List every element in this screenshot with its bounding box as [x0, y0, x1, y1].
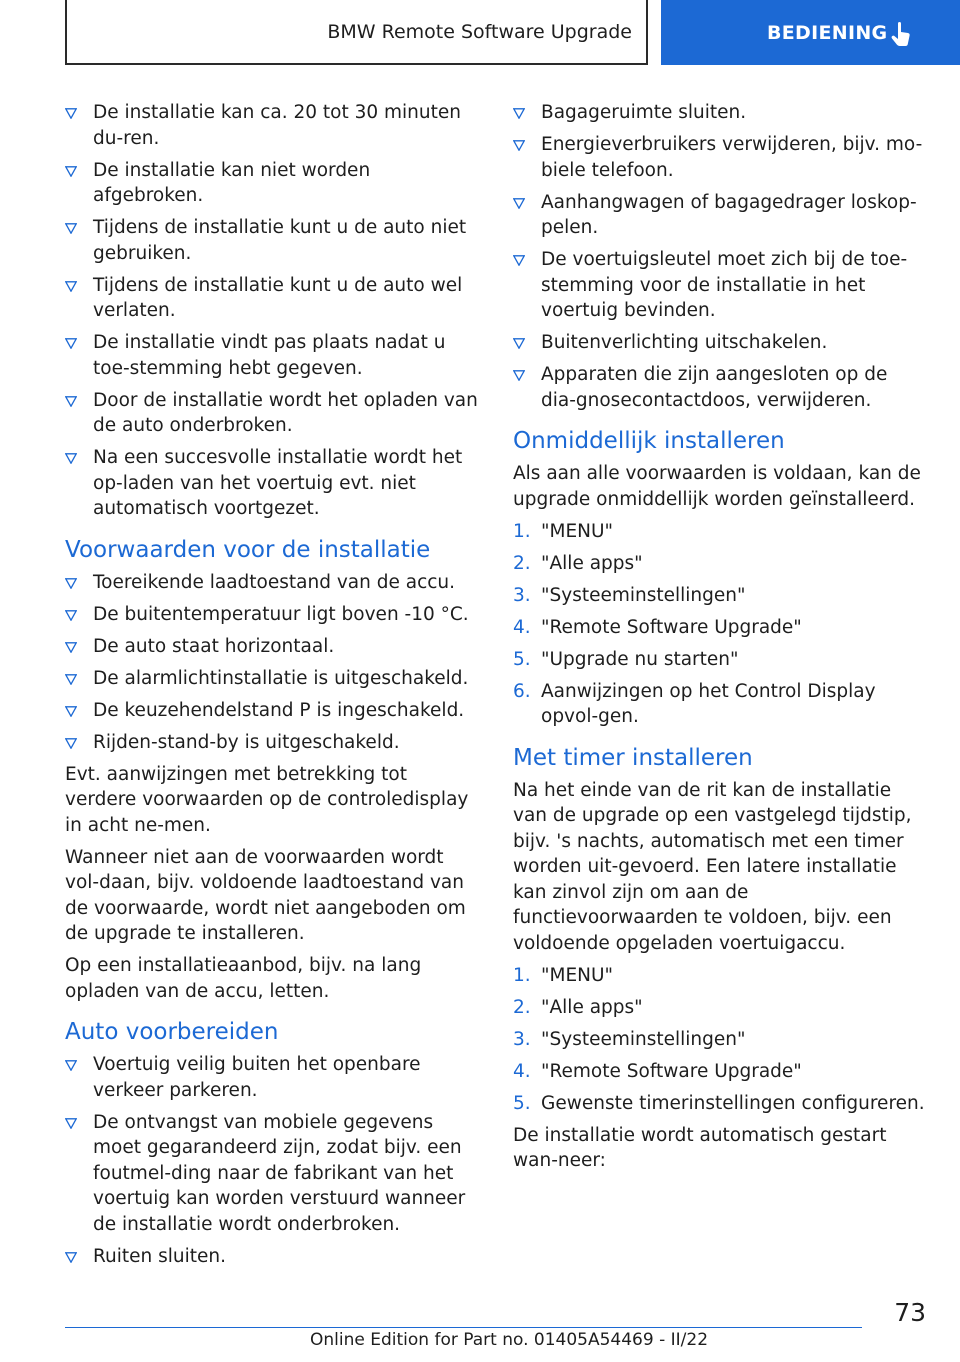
triangle-bullet-icon — [65, 738, 77, 749]
triangle-bullet-icon — [65, 1118, 77, 1129]
triangle-bullet-icon — [65, 1252, 77, 1263]
list-item: Tijdens de installatie kunt u de auto wel verlaten. — [65, 273, 480, 324]
step-number: 5. — [513, 648, 531, 670]
header-title: BMW Remote Software Upgrade — [327, 20, 632, 43]
list-item: Buitenverlichting uitschakelen. — [513, 330, 925, 356]
section-heading: Auto voorbereiden — [65, 1019, 279, 1045]
step-number: 6. — [513, 680, 531, 702]
step-item: 4. "Remote Software Upgrade" — [513, 1059, 925, 1085]
hand-pointer-icon — [891, 22, 911, 46]
paragraph: Op een installatieaanbod, bijv. na lang opladen van de accu, letten. — [65, 955, 422, 1002]
list-item: De keuzehendelstand P is ingeschakeld. — [65, 698, 480, 724]
installation-notes-list — [65, 100, 480, 522]
step-item: 3. "Systeeminstellingen" — [513, 1027, 925, 1053]
section-heading: Voorwaarden voor de installatie — [65, 536, 431, 563]
paragraph: Wanneer niet aan de voorwaarden wordt vol-daan, bijv. voldoende laadtoestand van de voorwaarde, wordt niet aangeboden om de upgrade te installeren. — [65, 846, 466, 944]
list-item: De buitentemperatuur ligt boven -10 °C. — [65, 602, 480, 628]
triangle-bullet-icon — [65, 396, 77, 407]
triangle-bullet-icon — [65, 642, 77, 653]
left-column — [65, 100, 480, 1276]
triangle-bullet-icon — [65, 108, 77, 119]
triangle-bullet-icon — [65, 674, 77, 685]
triangle-bullet-icon — [65, 223, 77, 234]
right-column — [513, 100, 925, 1180]
step-number: 3. — [513, 584, 531, 606]
triangle-bullet-icon — [65, 610, 77, 621]
footer-divider — [65, 1327, 862, 1328]
list-item: De auto staat horizontaal. — [65, 634, 480, 660]
header-section-label: BEDIENING — [767, 21, 888, 44]
section-heading: Met timer installeren — [513, 744, 753, 771]
triangle-bullet-icon — [513, 108, 525, 119]
preparation-list — [65, 1052, 480, 1269]
triangle-bullet-icon — [513, 198, 525, 209]
step-number: 2. — [513, 996, 531, 1018]
preparation-list-continued — [513, 100, 925, 413]
step-item: 6. Aanwijzingen op het Control Display opvol-gen. — [513, 680, 876, 727]
step-item: 2. "Alle apps" — [513, 551, 925, 577]
list-item: Door de installatie wordt het opladen van de auto onderbroken. — [65, 388, 480, 439]
paragraph: Evt. aanwijzingen met betrekking tot verdere voorwaarden op de controledisplay in acht ne-men. — [65, 763, 469, 836]
step-number: 4. — [513, 1060, 531, 1082]
section-heading: Onmiddellijk installeren — [513, 428, 785, 454]
step-number: 2. — [513, 552, 531, 574]
step-item: 5. Gewenste timerinstellingen configureren. — [513, 1091, 925, 1117]
list-item: Bagageruimte sluiten. — [513, 100, 925, 126]
triangle-bullet-icon — [65, 166, 77, 177]
step-item: 1. "MENU" — [513, 963, 925, 989]
timer-steps-list — [513, 963, 925, 1117]
list-item: Apparaten die zijn aangesloten op de dia-gnosecontactdoos, verwijderen. — [513, 362, 925, 413]
triangle-bullet-icon — [65, 281, 77, 292]
list-item: Energieverbruikers verwijderen, bijv. mo-biele telefoon. — [513, 132, 925, 183]
footer-edition: Online Edition for Part no. 01405A54469 - II/22 — [310, 1330, 709, 1350]
step-item: 3. "Systeeminstellingen" — [513, 583, 925, 609]
list-item: Na een succesvolle installatie wordt het op-laden van het voertuig evt. niet automatisch voortgezet. — [65, 445, 480, 522]
list-item: De installatie vindt pas plaats nadat u toe-stemming hebt gegeven. — [65, 330, 480, 381]
step-item: 2. "Alle apps" — [513, 995, 925, 1021]
list-item: De installatie kan niet worden afgebroken. — [65, 158, 480, 209]
step-number: 1. — [513, 964, 531, 986]
step-item: 5. "Upgrade nu starten" — [513, 647, 925, 673]
triangle-bullet-icon — [65, 1060, 77, 1071]
step-number: 3. — [513, 1028, 531, 1050]
page-number: 73 — [894, 1298, 926, 1327]
list-item: De ontvangst van mobiele gegevens moet gegarandeerd zijn, zodat bijv. een foutmel-ding naar de fabrikant van het voertuig kan worden verstuurd wanneer de installatie wordt onderbroken. — [65, 1110, 480, 1238]
triangle-bullet-icon — [513, 255, 525, 266]
step-number: 1. — [513, 520, 531, 542]
list-item: Tijdens de installatie kunt u de auto niet gebruiken. — [65, 215, 480, 266]
step-item: 1. "MENU" — [513, 519, 925, 545]
triangle-bullet-icon — [513, 370, 525, 381]
paragraph: Als aan alle voorwaarden is voldaan, kan de upgrade onmiddellijk worden geïnstalleerd. — [513, 463, 921, 510]
header-title-box — [65, 0, 648, 65]
list-item: De voertuigsleutel moet zich bij de toe-stemming voor de installatie in het voertuig bevinden. — [513, 247, 925, 324]
list-item: De installatie kan ca. 20 tot 30 minuten du-ren. — [65, 100, 480, 151]
triangle-bullet-icon — [65, 338, 77, 349]
triangle-bullet-icon — [513, 338, 525, 349]
list-item: Voertuig veilig buiten het openbare verkeer parkeren. — [65, 1052, 480, 1103]
list-item: Rijden-stand-by is uitgeschakeld. — [65, 730, 480, 756]
list-item: Ruiten sluiten. — [65, 1244, 480, 1270]
list-item: Toereikende laadtoestand van de accu. — [65, 570, 480, 596]
triangle-bullet-icon — [65, 578, 77, 589]
conditions-list — [65, 570, 480, 756]
header-section-tab — [661, 0, 960, 65]
list-item: De alarmlichtinstallatie is uitgeschakeld. — [65, 666, 480, 692]
paragraph: Na het einde van de rit kan de installatie van de upgrade op een vastgelegd tijdstip, bijv. 's nachts, automatisch met een timer worden uit-gevoerd. Een latere installatie kan zinvol zijn om aan de functievoorwaarden te voldoen, bijv. een voldoende opgeladen voertuigaccu. — [513, 779, 912, 954]
step-item: 4. "Remote Software Upgrade" — [513, 615, 925, 641]
paragraph: De installatie wordt automatisch gestart wan-neer: — [513, 1124, 887, 1171]
step-number: 4. — [513, 616, 531, 638]
immediate-steps-list — [513, 519, 925, 730]
list-item: Aanhangwagen of bagagedrager loskop-pelen. — [513, 190, 925, 241]
triangle-bullet-icon — [65, 706, 77, 717]
triangle-bullet-icon — [65, 453, 77, 464]
triangle-bullet-icon — [513, 140, 525, 151]
step-number: 5. — [513, 1092, 531, 1114]
